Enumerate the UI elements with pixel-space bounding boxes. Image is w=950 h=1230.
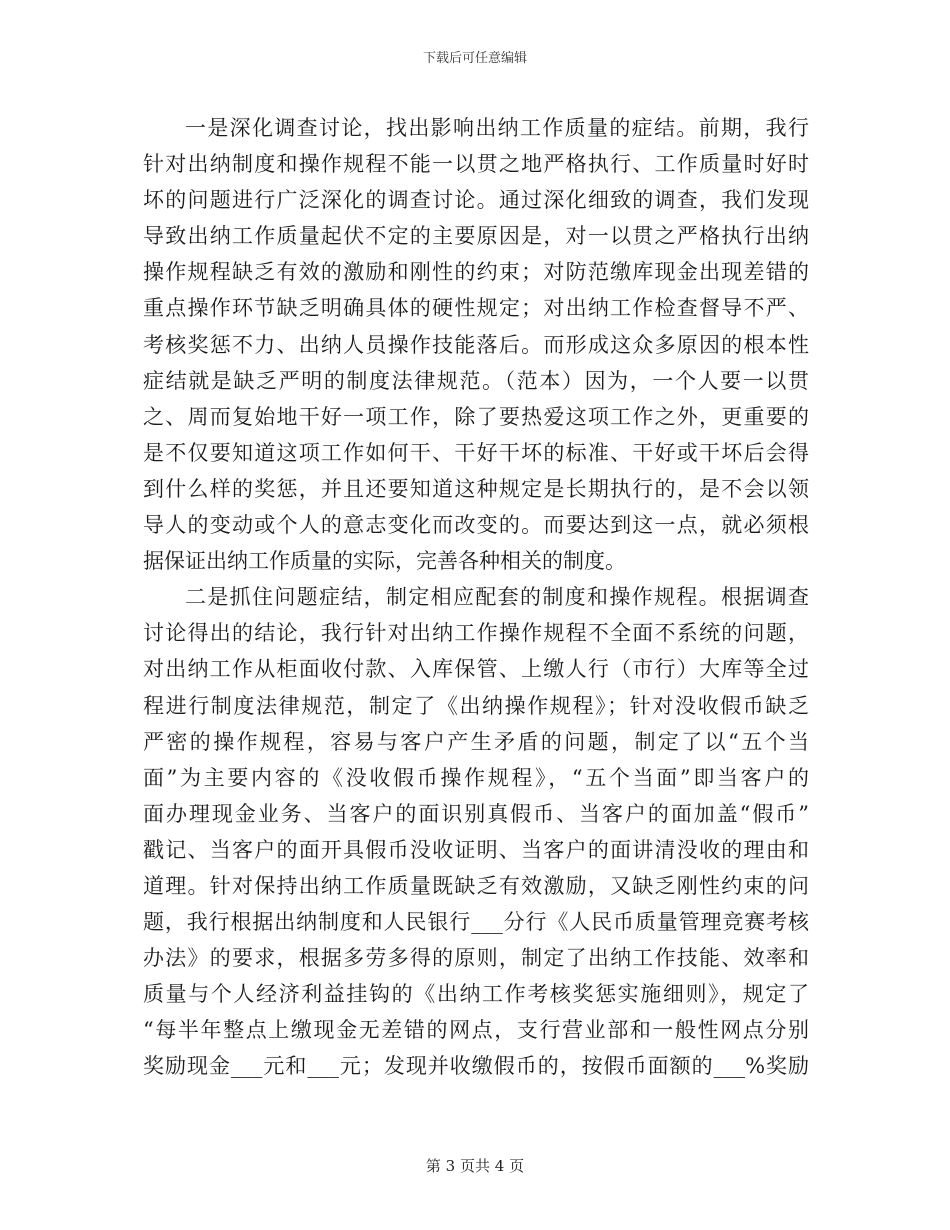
paragraph-1-line-10: 是不仅要知道这项工作如何干、干好干坏的标准、干好或干坏后会得 <box>143 440 809 465</box>
document-body <box>143 110 809 1085</box>
paragraph-2-line-14: 奖励现金___元和___元；发现并收缴假币的，按假币面额的___%奖励 <box>143 1054 809 1079</box>
paragraph-2-line-11: 办法》的要求，根据多劳多得的原则，制定了出纳工作技能、效率和 <box>143 946 809 971</box>
paragraph-1-line-12: 导人的变动或个人的意志变化而改变的。而要达到这一点，就必须根 <box>143 513 809 538</box>
paragraph-2-line-5: 严密的操作规程，容易与客户产生矛盾的问题，制定了以“五个当 <box>143 729 809 754</box>
paragraph-1-line-13: 据保证出纳工作质量的实际，完善各种相关的制度。 <box>143 549 626 574</box>
paragraph-1-line-5: 操作规程缺乏有效的激励和刚性的约束；对防范缴库现金出现差错的 <box>143 260 809 285</box>
paragraph-2-line-13: “每半年整点上缴现金无差错的网点，支行营业部和一般性网点分别 <box>143 1018 809 1043</box>
paragraph-1-line-8: 症结就是缺乏严明的制度法律规范。（范本）因为，一个人要一以贯 <box>143 368 809 393</box>
paragraph-1-line-7: 考核奖惩不力、出纳人员操作技能落后。而形成这众多原因的根本性 <box>143 332 809 357</box>
paragraph-2-line-7: 面办理现金业务、当客户的面识别真假币、当客户的面加盖“假币” <box>143 801 809 826</box>
paragraph-2-line-4: 程进行制度法律规范，制定了《出纳操作规程》；针对没收假币缺乏 <box>143 693 809 718</box>
paragraph-1-line-11: 到什么样的奖惩，并且还要知道这种规定是长期执行的，是不会以领 <box>143 476 809 501</box>
paragraph-2-line-10: 题，我行根据出纳制度和人民银行___分行《人民币质量管理竞赛考核 <box>143 910 809 935</box>
paragraph-1-line-3: 坏的问题进行广泛深化的调查讨论。通过深化细致的调查，我们发现 <box>143 188 809 213</box>
paragraph-1-line-6: 重点操作环节缺乏明确具体的硬性规定；对出纳工作检查督导不严、 <box>143 296 809 321</box>
paragraph-2-line-3: 对出纳工作从柜面收付款、入库保管、上缴人行（市行）大库等全过 <box>143 657 809 682</box>
page-number-footer: 第 3 页共 4 页 <box>425 1157 525 1175</box>
page-header: 下载后可任意编辑 <box>422 51 527 66</box>
paragraph-2-line-2: 讨论得出的结论，我行针对出纳工作操作规程不全面不系统的问题， <box>143 621 809 646</box>
paragraph-2-line-8: 戳记、当客户的面开具假币没收证明、当客户的面讲清没收的理由和 <box>143 837 809 862</box>
paragraph-1-line-1: 一是深化调查讨论，找出影响出纳工作质量的症结。前期，我行 <box>185 116 809 140</box>
paragraph-2-line-12: 质量与个人经济利益挂钩的《出纳工作考核奖惩实施细则》，规定了 <box>143 982 809 1007</box>
paragraph-2-line-6: 面”为主要内容的《没收假币操作规程》，“五个当面”即当客户的 <box>143 765 809 790</box>
paragraph-1-line-4: 导致出纳工作质量起伏不定的主要原因是，对一以贯之严格执行出纳 <box>143 224 809 249</box>
paragraph-2-line-9: 道理。针对保持出纳工作质量既缺乏有效激励，又缺乏刚性约束的问 <box>143 873 809 898</box>
paragraph-1-line-2: 针对出纳制度和操作规程不能一以贯之地严格执行、工作质量时好时 <box>143 152 809 177</box>
paragraph-2-line-1: 二是抓住问题症结，制定相应配套的制度和操作规程。根据调查 <box>185 585 809 610</box>
paragraph-1-line-9: 之、周而复始地干好一项工作，除了要热爱这项工作之外，更重要的 <box>143 404 809 429</box>
